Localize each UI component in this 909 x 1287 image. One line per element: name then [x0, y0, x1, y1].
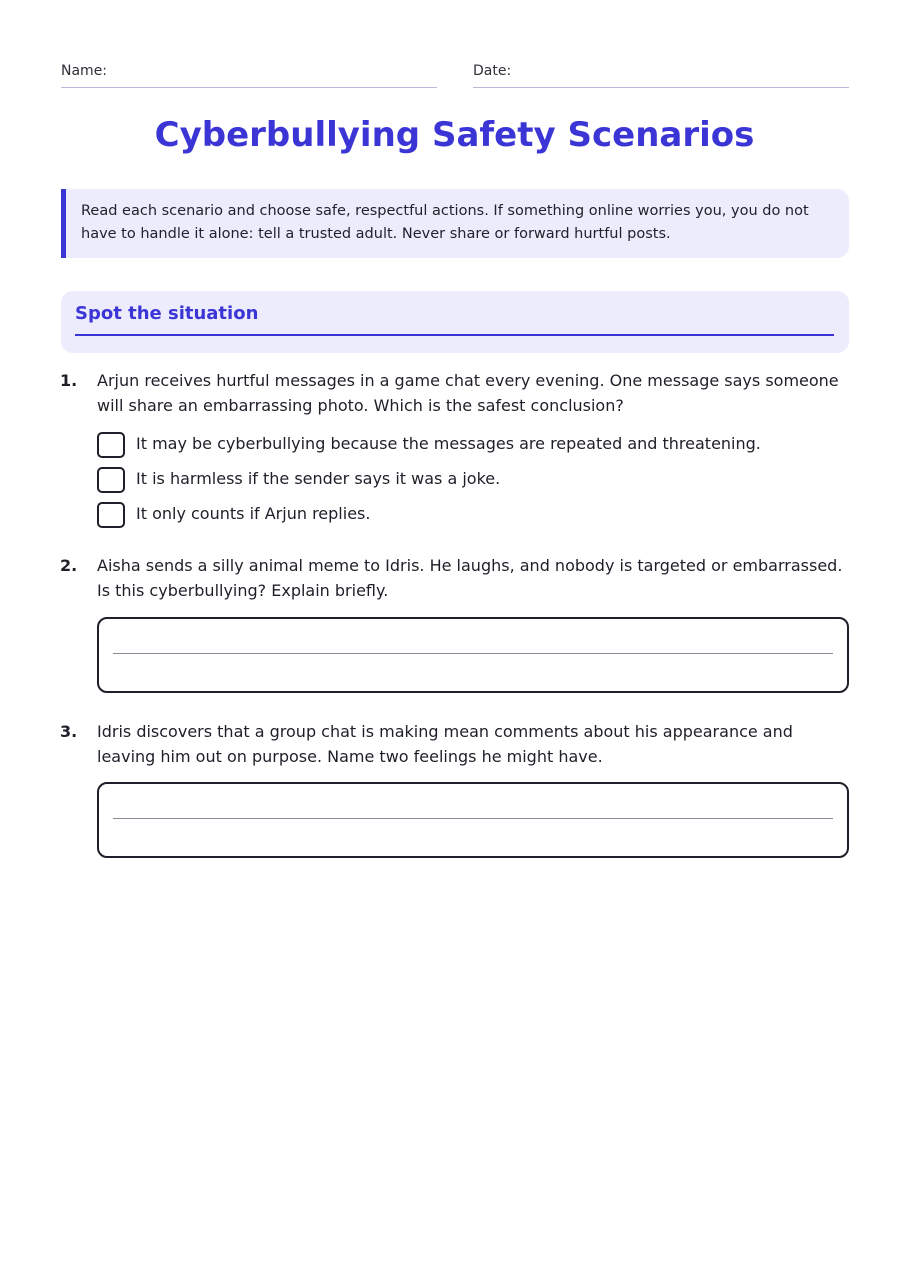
answer-line — [113, 818, 833, 819]
date-label: Date: — [473, 63, 512, 79]
question-1-number: 1. — [60, 371, 78, 390]
section-title: Spot the situation — [75, 302, 834, 336]
student-info-row — [61, 60, 849, 88]
question-1-text: Arjun receives hurtful messages in a game chat every evening. One message says someone will share an embarrassing photo. Which is the safest conclusion? — [97, 371, 839, 415]
date-field[interactable] — [473, 60, 849, 88]
question-3-number: 3. — [60, 722, 78, 741]
worksheet-title: Cyberbullying Safety Scenarios — [154, 115, 755, 155]
question-1-option-3[interactable] — [97, 502, 849, 530]
option-3-label: It only counts if Arjun replies. — [136, 504, 371, 523]
question-3-text: Idris discovers that a group chat is making mean comments about his appearance and leaving him out on purpose. Name two feelings he might have. — [97, 722, 793, 766]
name-field[interactable] — [61, 60, 437, 88]
answer-line — [113, 653, 833, 654]
question-2-answer-box[interactable] — [97, 617, 849, 693]
option-1-checkbox[interactable] — [97, 432, 125, 458]
instructions-callout — [61, 189, 849, 258]
question-1-option-2[interactable] — [97, 467, 849, 495]
option-2-label: It is harmless if the sender says it was a joke. — [136, 469, 501, 488]
option-3-checkbox[interactable] — [97, 502, 125, 528]
question-3-answer-box[interactable] — [97, 782, 849, 858]
option-1-label: It may be cyberbullying because the messages are repeated and threatening. — [136, 434, 761, 453]
option-2-checkbox[interactable] — [97, 467, 125, 493]
instructions-text: Read each scenario and choose safe, respectful actions. If something online worries you, you do not have to handle it alone: tell a trusted adult. Never share or forward hurtful posts. — [81, 203, 809, 242]
question-2-text: Aisha sends a silly animal meme to Idris. He laughs, and nobody is targeted or embarrassed. Is this cyberbullying? Explain briefly. — [97, 556, 843, 600]
name-label: Name: — [61, 63, 108, 79]
question-2-number: 2. — [60, 556, 78, 575]
section-header — [61, 291, 849, 353]
question-1-option-1[interactable] — [97, 432, 849, 460]
